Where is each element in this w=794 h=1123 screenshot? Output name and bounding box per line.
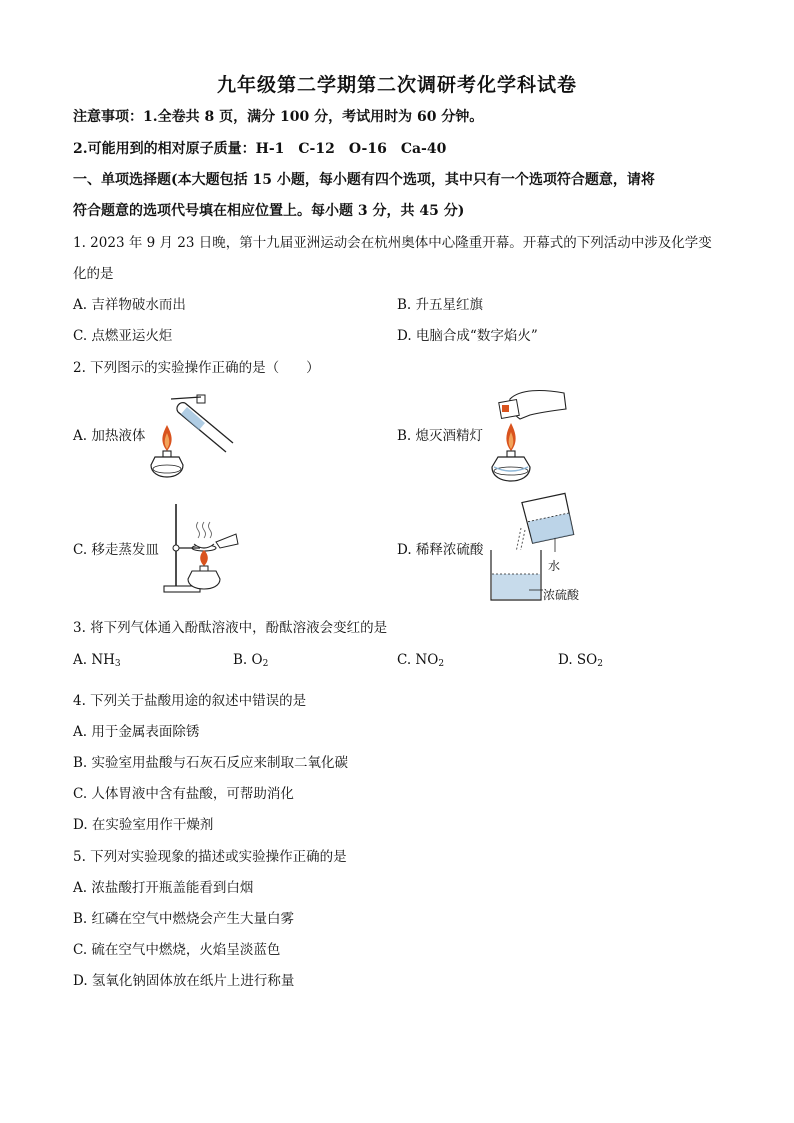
label-water: 水 [548,559,561,573]
test-tube-holder-icon [171,395,205,403]
evaporating-dish-figure [160,500,240,595]
q1-stem-line-2: 化的是 [73,266,114,282]
q4-option-d: D. 在实验室用作干燥剂 [73,817,214,833]
q1-option-b: B. 升五星红旗 [397,297,484,313]
q3-option-b: B. $O_2$ [233,652,269,669]
alcohol-lamp-icon [151,451,183,477]
heating-liquid-figure [145,393,240,483]
q4-option-c: C. 人体胃液中含有盐酸，可帮助消化 [73,786,294,802]
notes-line-2: 2.可能用到的相对原子质量：H-1 C-12 O-16 Ca-40 [73,141,447,157]
q5-option-d: D. 氢氧化钠固体放在纸片上进行称量 [73,973,295,989]
q2-stem: 2. 下列图示的实验操作正确的是（ ） [73,360,320,376]
extinguish-lamp-figure [480,385,570,485]
q2-option-a: A. 加热液体 [73,428,146,444]
q1-option-d: D. 电脑合成“数字焰火” [397,328,538,344]
q5-option-a: A. 浓盐酸打开瓶盖能看到白烟 [73,880,254,896]
q4-option-b: B. 实验室用盐酸与石灰石反应来制取二氧化碳 [73,755,349,771]
alcohol-lamp-icon [188,566,220,589]
q3-stem: 3. 将下列气体通入酚酞溶液中，酚酞溶液会变红的是 [73,620,388,636]
section-heading-line-1: 一、单项选择题(本大题包括 15 小题，每小题有四个选项，其中只有一个选项符合题意，请将 [73,172,655,188]
q2-option-b: B. 熄灭酒精灯 [397,428,484,444]
flame-icon [200,550,208,566]
q3-option-c: C. $NO_2$ [397,652,445,669]
q5-stem: 5. 下列对实验现象的描述或实验操作正确的是 [73,849,347,865]
alcohol-lamp-icon [492,451,530,481]
q5-option-c: C. 硫在空气中燃烧，火焰呈淡蓝色 [73,942,281,958]
label-concentrated-acid: 浓硫酸 [543,588,580,602]
page-title: 九年级第二学期第二次调研考化学科试卷 [216,74,577,96]
q1-option-c: C. 点燃亚运火炬 [73,328,173,344]
q4-option-a: A. 用于金属表面除锈 [73,724,200,740]
q3-option-a: A. $NH_3$ [73,652,121,669]
hand-icon [499,391,566,419]
beaker-icon [491,550,541,600]
q1-stem-line-1: 1. 2023 年 9 月 23 日晚，第十九届亚洲运动会在杭州奥体中心隆重开幕。开幕式的下列活动中涉及化学变 [73,235,712,251]
q2-option-d: D. 稀释浓硫酸 [397,542,484,558]
pouring-beaker-icon [522,493,574,543]
section-heading-line-2: 符合题意的选项代号填在相应位置上。每小题 3 分，共 45 分) [73,203,465,219]
steam-icon [197,522,212,538]
notes-line-1: 注意事项：1.全卷共 8 页，满分 100 分，考试用时为 60 分钟。 [73,109,484,125]
q2-option-c: C. 移走蒸发皿 [73,542,159,558]
test-tube-icon [177,403,233,452]
q5-option-b: B. 红磷在空气中燃烧会产生大量白雾 [73,911,295,927]
q4-stem: 4. 下列关于盐酸用途的叙述中错误的是 [73,693,307,709]
q3-option-d: D. $SO_2$ [558,652,603,669]
q1-option-a: A. 吉祥物破水而出 [73,297,186,313]
hand-tongs-icon [216,534,238,548]
